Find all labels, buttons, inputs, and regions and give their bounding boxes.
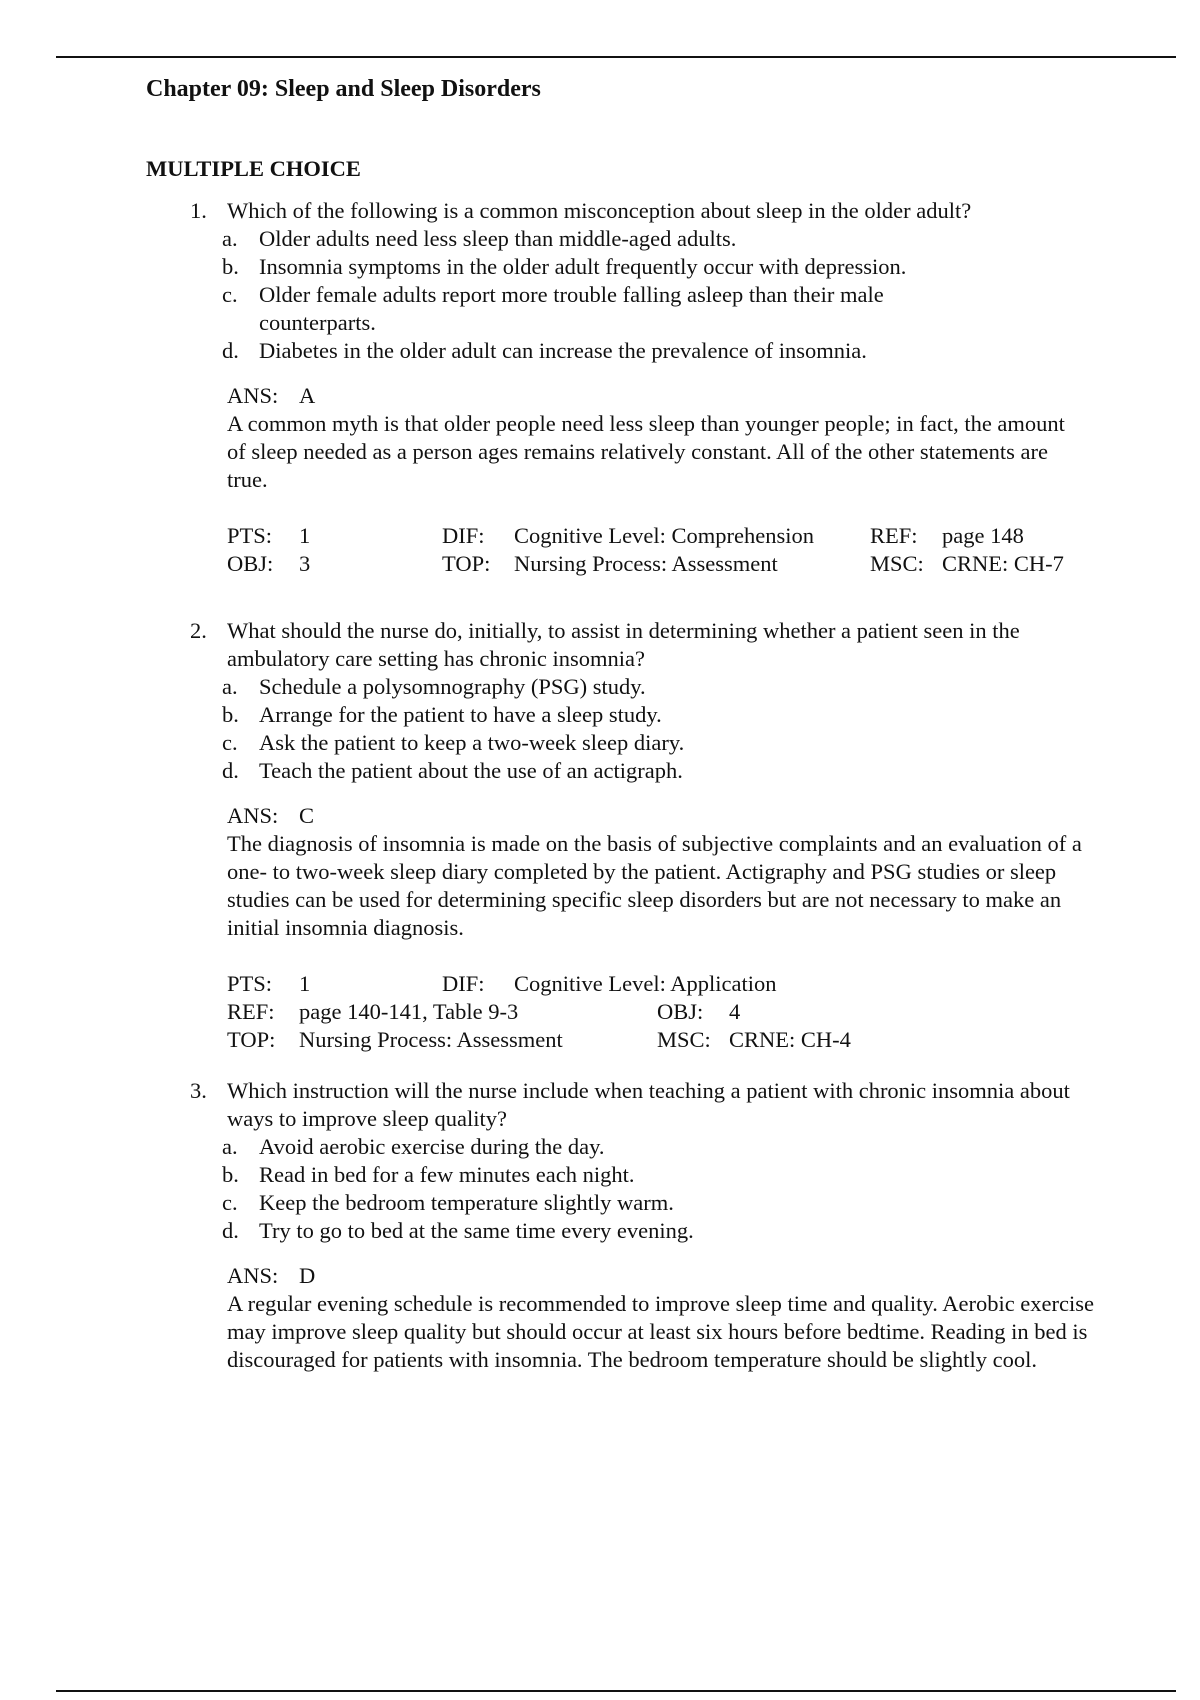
option-letter: b. [222, 702, 239, 727]
obj-value: 3 [299, 551, 311, 576]
answer-label: ANS: [227, 383, 279, 408]
option-letter: a. [222, 674, 238, 699]
ref-field [227, 998, 518, 1026]
option-text: Insomnia symptoms in the older adult frequently occur with depression. [259, 254, 907, 279]
option-d [190, 757, 1130, 785]
msc-label: MSC: [657, 1027, 711, 1052]
metadata-row [227, 1026, 1130, 1054]
question-number: 1. [190, 198, 207, 223]
metadata-row [227, 998, 1130, 1026]
option-letter: a. [222, 1134, 238, 1159]
answer-label: ANS: [227, 803, 279, 828]
pts-label: PTS: [227, 523, 273, 548]
question-text: Which instruction will the nurse include when teaching a patient with chronic insomnia about ways to improve sleep quality? [227, 1078, 1070, 1131]
question-1 [190, 197, 1130, 578]
option-text: Ask the patient to keep a two-week sleep diary. [259, 730, 685, 755]
dif-field [442, 970, 776, 998]
pts-value: 1 [299, 971, 311, 996]
msc-field [870, 550, 1064, 578]
option-text: Read in bed for a few minutes each night. [259, 1162, 635, 1187]
answer-value: C [299, 803, 315, 828]
msc-value: CRNE: CH-4 [729, 1027, 851, 1052]
answer-value: D [299, 1263, 316, 1288]
answer-options [190, 225, 1130, 365]
option-text: Older female adults report more trouble falling asleep than their male counterparts. [259, 282, 884, 335]
pts-label: PTS: [227, 971, 273, 996]
answer-key [190, 1262, 1130, 1290]
answer-options [190, 673, 1130, 785]
option-text: Arrange for the patient to have a sleep study. [259, 702, 662, 727]
msc-field [657, 1026, 851, 1054]
top-value: Nursing Process: Assessment [514, 551, 778, 576]
dif-field [442, 522, 814, 550]
obj-field [227, 550, 310, 578]
answer-value: A [299, 383, 316, 408]
question-stem [190, 197, 1130, 225]
option-letter: d. [222, 1218, 239, 1243]
dif-label: DIF: [442, 971, 485, 996]
bottom-rule [56, 1690, 1176, 1692]
option-text: Schedule a polysomnography (PSG) study. [259, 674, 646, 699]
option-a [190, 225, 1130, 253]
option-letter: c. [222, 1190, 238, 1215]
answer-options [190, 1133, 1130, 1245]
option-text: Avoid aerobic exercise during the day. [259, 1134, 605, 1159]
option-a [190, 673, 1130, 701]
obj-field [657, 998, 740, 1026]
pts-value: 1 [299, 523, 311, 548]
ref-label: REF: [870, 523, 918, 548]
question-3 [190, 1077, 1130, 1374]
question-text: What should the nurse do, initially, to assist in determining whether a patient seen in the ambulatory care setting has chronic insomnia? [227, 618, 1020, 671]
option-d [190, 1217, 1130, 1245]
section-title: MULTIPLE CHOICE [146, 156, 361, 181]
ref-field [870, 522, 1024, 550]
top-label: TOP: [442, 551, 491, 576]
rationale: A common myth is that older people need less sleep than younger people; in fact, the amount of sleep needed as a person ages remains relatively constant. All of the other statements are true. [227, 411, 1065, 492]
option-letter: d. [222, 338, 239, 363]
option-c [190, 729, 1130, 757]
question-stem [190, 617, 1087, 673]
metadata-row [227, 550, 1130, 578]
option-letter: c. [222, 730, 238, 755]
pts-field [227, 970, 310, 998]
chapter-title: Chapter 09: Sleep and Sleep Disorders [146, 76, 541, 102]
answer-label: ANS: [227, 1263, 279, 1288]
question-2 [190, 617, 1130, 1054]
question-stem [190, 1077, 1087, 1133]
msc-value: CRNE: CH-7 [942, 551, 1064, 576]
option-letter: a. [222, 226, 238, 251]
option-d [190, 337, 1130, 365]
option-a [190, 1133, 1130, 1161]
answer-key [190, 802, 1130, 830]
ref-value: page 140-141, Table 9-3 [299, 999, 519, 1024]
pts-field [227, 522, 310, 550]
question-text: Which of the following is a common misconception about sleep in the older adult? [227, 198, 972, 223]
option-letter: d. [222, 758, 239, 783]
top-label: TOP: [227, 1027, 276, 1052]
obj-label: OBJ: [227, 551, 274, 576]
option-letter: b. [222, 1162, 239, 1187]
dif-label: DIF: [442, 523, 485, 548]
obj-label: OBJ: [657, 999, 704, 1024]
answer-key [190, 382, 1130, 410]
question-number: 3. [190, 1078, 207, 1103]
obj-value: 4 [729, 999, 741, 1024]
option-c [190, 1189, 1130, 1217]
option-letter: b. [222, 254, 239, 279]
option-text: Teach the patient about the use of an actigraph. [259, 758, 683, 783]
dif-value: Cognitive Level: Comprehension [514, 523, 814, 548]
metadata-row [227, 522, 1130, 550]
msc-label: MSC: [870, 551, 924, 576]
rationale: A regular evening schedule is recommended to improve sleep time and quality. Aerobic exercise may improve sleep quality but should occur at least six hours before bedtime. Reading in bed is discouraged for patients with insomnia. The bedroom temperature should be slightly cool. [227, 1291, 1094, 1372]
top-field [227, 1026, 563, 1054]
metadata-row [227, 970, 1130, 998]
ref-label: REF: [227, 999, 275, 1024]
question-number: 2. [190, 618, 207, 643]
option-b [190, 1161, 1130, 1189]
rationale: The diagnosis of insomnia is made on the basis of subjective complaints and an evaluation of a one- to two-week sleep diary completed by the patient. Actigraphy and PSG studies or sleep studies can be used for determining specific sleep disorders but are not necessary to make an initial insomnia diagnosis. [227, 831, 1082, 940]
option-text: Older adults need less sleep than middle-aged adults. [259, 226, 737, 251]
option-b [190, 701, 1130, 729]
option-text: Try to go to bed at the same time every evening. [259, 1218, 694, 1243]
option-c [190, 281, 979, 337]
top-field [442, 550, 778, 578]
option-text: Diabetes in the older adult can increase the prevalence of insomnia. [259, 338, 867, 363]
option-text: Keep the bedroom temperature slightly warm. [259, 1190, 674, 1215]
top-rule [56, 56, 1176, 58]
top-value: Nursing Process: Assessment [299, 1027, 563, 1052]
option-b [190, 253, 1130, 281]
ref-value: page 148 [942, 523, 1024, 548]
dif-value: Cognitive Level: Application [514, 971, 777, 996]
option-letter: c. [222, 282, 238, 307]
